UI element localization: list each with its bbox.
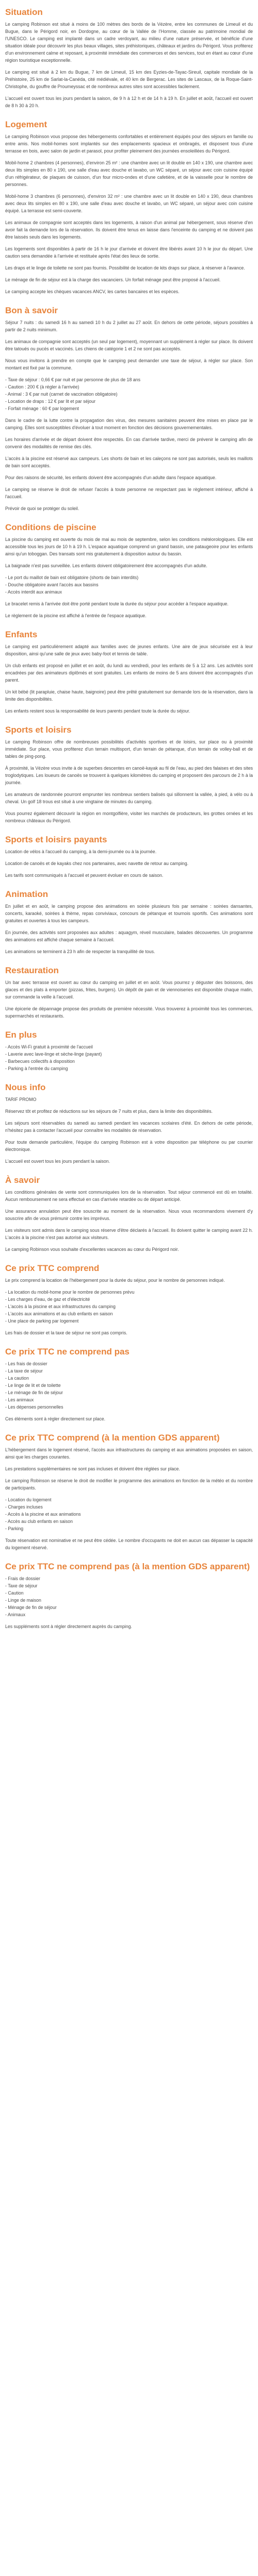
paragraph: Pour toute demande particulière, l'équipe du camping Robinson est à votre disposition par téléphone ou par courrier électronique. (5, 1140, 253, 1152)
section-title: Ce prix TTC comprend (5, 1263, 100, 1273)
section-title: Sports et loisirs payants (5, 835, 107, 844)
section-a-savoir-conditions (5, 1175, 253, 1253)
paragraph: Mobil-home 2 chambres (4 personnes), d'environ 25 m² : une chambre avec un lit double en 140 x 190, une chambre avec deux lits simples en 80 x 190, une salle d'eau avec douche et lavabo, un WC séparé, un séjour avec coin cuisine équipé d'un réfrigérateur, de plaques de cuisson, d'un four micro-ondes et d'une cafetière, et de la vaisselle pour le nombre de personnes. (5, 160, 253, 187)
paragraph: Une épicerie de dépannage propose des produits de première nécessité. Vous trouverez à proximité tous les commerces, supermarchés et restaurants. (5, 1006, 253, 1019)
list-item: - Barbecues collectifs à disposition (5, 1059, 75, 1064)
paragraph: Location de canoës et de kayaks chez nos partenaires, avec navette de retour au camping. (5, 861, 189, 866)
section-prix-ne-comprend-pas (5, 1347, 253, 1422)
paragraph: Un kit bébé (lit parapluie, chaise haute, baignoire) peut être prêté gratuitement sur demande lors de la réservation, dans la limite des disponibilités. (5, 689, 253, 702)
list-item: - Frais de dossier (5, 1576, 40, 1581)
paragraph: TARIF PROMO (5, 1097, 37, 1102)
section-nous-info (5, 1082, 253, 1165)
paragraph: Les horaires d'arrivée et de départ doivent être respectés. En cas d'arrivée tardive, merci de prévenir le camping afin de convenir des modalités de remise des clés. (5, 437, 253, 449)
paragraph: Le bracelet remis à l'arrivée doit être porté pendant toute la durée du séjour pour accéder à l'espace aquatique. (5, 601, 229, 606)
list-item: - La location du mobil-home pour le nombre de personnes prévu (5, 1290, 135, 1295)
paragraph: En juillet et en août, le camping propose des animations en soirée plusieurs fois par semaine : soirées dansantes, concerts, karaoké, soirées à thème, repas conviviaux, concours de pétanque et tournois sportifs. Ces animations sont gratuites et ouvertes à tous les campeurs. (5, 904, 253, 923)
bullet-list (5, 1043, 253, 1072)
section-sports-loisirs (5, 725, 253, 824)
list-item: - Les charges d'eau, de gaz et d'électricité (5, 1297, 90, 1302)
paragraph: En journée, des activités sont proposées aux adultes : aquagym, réveil musculaire, balades découvertes. Un programme des animations est affiché chaque semaine à l'accueil. (5, 930, 253, 942)
paragraph: Réservez tôt et profitez de réductions sur les séjours de 7 nuits et plus, dans la limite des disponibilités. (5, 1109, 213, 1114)
list-item: - L'accès à la piscine et aux infrastructures du camping (5, 1304, 116, 1309)
list-item: - Caution (5, 1590, 24, 1596)
section-title: Restauration (5, 965, 59, 975)
paragraph: Vous pourrez également découvrir la région en montgolfière, visiter les marchés de producteurs, les grottes ornées et les nombreux châteaux du Périgord. (5, 811, 253, 823)
list-item: - Douche obligatoire avant l'accès aux bassins (5, 582, 99, 587)
list-item: - Une place de parking par logement (5, 1318, 79, 1324)
section-title: Logement (5, 120, 47, 129)
paragraph: Les visiteurs sont admis dans le camping sous réserve d'être déclarés à l'accueil. Ils doivent quitter le camping avant 22 h. L'accès à la piscine n'est pas autorisé aux visiteurs. (5, 1228, 253, 1240)
list-item: - Accès au club enfants en saison (5, 1519, 73, 1524)
bullet-list (5, 1496, 253, 1532)
paragraph: Le camping est particulièrement adapté aux familles avec de jeunes enfants. Une aire de jeux sécurisée est à leur disposition, ainsi qu'une salle de jeux avec baby-foot et tennis de table. (5, 644, 253, 656)
list-item: - Accès Wi-Fi gratuit à proximité de l'accueil (5, 1044, 93, 1049)
section-title: Ce prix TTC comprend (à la mention GDS apparent) (5, 1433, 220, 1443)
paragraph: Le prix comprend la location de l'hébergement pour la durée du séjour, pour le nombre de personnes indiqué. (5, 1278, 225, 1283)
paragraph: Le camping Robinson offre de nombreuses possibilités d'activités sportives et de loisirs, sur place ou à proximité immédiate. Sur place, vous profiterez d'un terrain multisport, d'un terrain de pétanque, d'un terrain de volley-ball et de tables de ping-pong. (5, 739, 253, 759)
section-title: Nous info (5, 1082, 46, 1092)
section-situation (5, 7, 253, 109)
paragraph: Le règlement de la piscine est affiché à l'entrée de l'espace aquatique. (5, 613, 147, 618)
list-item: - Animal : 3 € par nuit (carnet de vaccination obligatoire) (5, 392, 118, 397)
bullet-list (5, 574, 253, 596)
paragraph: Le camping Robinson est situé à moins de 100 mètres des bords de la Vézère, entre les communes de Limeuil et du Bugue, dans le Périgord noir, en Dordogne, au cœur de la Vallée de l'Homme, classée au patrimoine mondial de l'UNESCO. Le camping est implanté dans un cadre verdoyant, au milieu d'une nature préservée, et bénéficie d'une situation idéale pour découvrir les plus beaux villages, sites préhistoriques, châteaux et jardins du Périgord. Vous profiterez d'un environnement calme et reposant, à proximité immédiate des commerces et des services, tout en étant au cœur d'une région touristique exceptionnelle. (5, 22, 253, 63)
list-item: - Accès interdit aux animaux (5, 589, 62, 595)
paragraph: Toute réservation est nominative et ne peut être cédée. Le nombre d'occupants ne doit en aucun cas dépasser la capacité du logement réservé. (5, 1538, 253, 1550)
section-prix-comprend (5, 1263, 253, 1336)
section-enfants (5, 630, 253, 715)
paragraph: La piscine du camping est ouverte du mois de mai au mois de septembre, selon les conditions météorologiques. Elle est accessible tous les jours de 10 h à 19 h. L'espace aquatique comprend un grand bassin, une pataugeoire pour les enfants ainsi qu'un toboggan. Des transats sont mis gratuitement à disposition autour du bassin. (5, 537, 253, 556)
paragraph: Les animations se terminent à 23 h afin de respecter la tranquillité de tous. (5, 949, 155, 954)
section-prix-comprend-animation (5, 1433, 253, 1551)
list-item: - Linge de maison (5, 1598, 41, 1603)
section-title: Enfants (5, 630, 38, 639)
paragraph: Les séjours sont réservables du samedi au samedi pendant les vacances scolaires d'été. En dehors de cette période, n'hésitez pas à contacter l'accueil pour connaître les modalités de réservation. (5, 1121, 253, 1133)
list-item: - Location du logement (5, 1497, 52, 1502)
list-item: - Forfait ménage : 60 € par logement (5, 406, 79, 411)
section-title: Animation (5, 889, 49, 899)
document (0, 7, 258, 1630)
list-item: - L'accès aux animations et au club enfants en saison (5, 1311, 113, 1316)
paragraph: Le camping se réserve le droit de refuser l'accès à toute personne ne respectant pas le règlement intérieur, affiché à l'accueil. (5, 487, 253, 499)
section-restauration (5, 965, 253, 1020)
section-title: Situation (5, 7, 43, 17)
paragraph: Les tarifs sont communiqués à l'accueil et peuvent évoluer en cours de saison. (5, 873, 164, 878)
bullet-list (5, 1289, 253, 1325)
list-item: - Accès à la piscine et aux animations (5, 1512, 81, 1517)
list-item: - Les animaux (5, 1397, 34, 1402)
paragraph: Les frais de dossier et la taxe de séjour ne sont pas compris. (5, 1330, 127, 1335)
section-sports-loisirs-payants (5, 835, 253, 879)
list-item: - Laverie avec lave-linge et sèche-linge (payant) (5, 1052, 102, 1057)
paragraph: Les logements sont disponibles à partir de 16 h le jour d'arrivée et doivent être libérés avant 10 h le jour du départ. Une caution sera demandée à l'arrivée et restituée après l'état des lieux de sortie. (5, 246, 253, 259)
paragraph: Dans le cadre de la lutte contre la propagation des virus, des mesures sanitaires peuvent être mises en place par le camping. Elles sont susceptibles d'évoluer à tout moment en fonction des décisions gouvernementales. (5, 418, 253, 430)
section-title: Ce prix TTC ne comprend pas (à la mention GDS apparent) (5, 1562, 250, 1571)
section-title: Conditions de piscine (5, 522, 96, 532)
paragraph: Location de vélos à l'accueil du camping, à la demi-journée ou à la journée. (5, 849, 157, 854)
paragraph: L'accueil est ouvert tous les jours pendant la saison, de 9 h à 12 h et de 14 h à 19 h. En juillet et août, l'accueil est ouvert de 8 h 30 à 20 h. (5, 96, 253, 108)
paragraph: L'hébergement dans le logement réservé, l'accès aux infrastructures du camping et aux animations proposées en saison, ainsi que les charges courantes. (5, 1447, 253, 1460)
paragraph: Le ménage de fin de séjour est à la charge des vacanciers. Un forfait ménage peut être proposé à l'accueil. (5, 277, 221, 282)
paragraph: Le camping Robinson se réserve le droit de modifier le programme des animations en fonction de la météo et du nombre de participants. (5, 1478, 253, 1490)
section-prix-ne-comprend-pas-gds (5, 1562, 253, 1630)
paragraph: Les enfants restent sous la responsabilité de leurs parents pendant toute la durée du séjour. (5, 708, 190, 714)
paragraph: Les animaux de compagnie sont acceptés dans les logements, à raison d'un animal par hébergement, sous réserve d'en avoir fait la demande lors de la réservation. Ils doivent être tenus en laisse dans l'enceinte du camping et ne doivent pas être laissés seuls dans les logements. (5, 220, 253, 240)
paragraph: Prévoir de quoi se protéger du soleil. (5, 506, 79, 511)
section-logement (5, 120, 253, 295)
paragraph: Ces éléments sont à régler directement sur place. (5, 1416, 106, 1421)
paragraph: Pour des raisons de sécurité, les enfants doivent être accompagnés d'un adulte dans l'espace aquatique. (5, 475, 217, 480)
paragraph: L'accès à la piscine est réservé aux campeurs. Les shorts de bain et les caleçons ne sont pas autorisés, seuls les maillots de bain sont acceptés. (5, 456, 253, 468)
list-item: - Les dépenses personnelles (5, 1404, 63, 1410)
paragraph: Les draps et le linge de toilette ne sont pas fournis. Possibilité de location de kits draps sur place, à réserver à l'avance. (5, 265, 245, 270)
list-item: - Le linge de lit et de toilette (5, 1383, 61, 1388)
section-animation (5, 889, 253, 955)
list-item: - Le port du maillot de bain est obligatoire (shorts de bain interdits) (5, 575, 139, 580)
section-conditions-piscine (5, 522, 253, 619)
paragraph: Le camping Robinson vous propose des hébergements confortables et entièrement équipés pour des séjours en famille ou entre amis. Nos mobil-homes sont implantés sur des emplacements spacieux et ombragés, et disposent tous d'une terrasse en bois, avec salon de jardin et parasol, pour profiter pleinement des journées ensoleillées du Périgord. (5, 134, 253, 154)
section-title: Ce prix TTC ne comprend pas (5, 1347, 130, 1357)
list-item: - Charges incluses (5, 1504, 43, 1510)
paragraph: Séjour 7 nuits : du samedi 16 h au samedi 10 h du 2 juillet au 27 août. En dehors de cette période, séjours possibles à partir de 2 nuits minimum. (5, 320, 253, 332)
paragraph: La baignade n'est pas surveillée. Les enfants doivent obligatoirement être accompagnés d'un adulte. (5, 563, 207, 568)
paragraph: Une assurance annulation peut être souscrite au moment de la réservation. Nous vous recommandons vivement d'y souscrire afin de vous prémunir contre les imprévus. (5, 1209, 253, 1221)
bullet-list (5, 376, 253, 412)
paragraph: Les suppléments sont à régler directement auprès du camping. (5, 1624, 132, 1629)
list-item: - Parking à l'entrée du camping (5, 1066, 68, 1071)
paragraph: Nous vous invitons à prendre en compte que le camping peut demander une taxe de séjour, à régler sur place. Son montant est fixé par la commune. (5, 358, 253, 370)
paragraph: Le camping accepte les chèques vacances ANCV, les cartes bancaires et les espèces. (5, 289, 180, 294)
paragraph: Le camping est situé à 2 km du Bugue, 7 km de Limeuil, 15 km des Eyzies-de-Tayac-Sireuil, capitale mondiale de la Préhistoire, 25 km de Sarlat-la-Canéda, cité médiévale, et 40 km de Bergerac. Les sites de Lascaux, de la Roque-Saint-Christophe, du gouffre de Proumeyssac et de nombreux autres sites sont accessibles facilement. (5, 70, 253, 89)
list-item: - Les frais de dossier (5, 1361, 47, 1366)
paragraph: Les animaux de compagnie sont acceptés (un seul par logement), moyennant un supplément à régler sur place. Ils doivent être tatoués ou pucés et vaccinés. Les chiens de catégorie 1 et 2 ne sont pas acceptés. (5, 339, 253, 351)
paragraph: Un bar avec terrasse est ouvert au cœur du camping en juillet et en août. Vous pourrez y déguster des boissons, des glaces et des plats à emporter (pizzas, frites, burgers). Un dépôt de pain et de viennoiseries est disponible chaque matin, sur commande la veille à l'accueil. (5, 980, 253, 999)
paragraph: Les prestations supplémentaires ne sont pas incluses et doivent être réglées sur place. (5, 1466, 180, 1471)
list-item: - Caution : 200 € (à régler à l'arrivée) (5, 384, 79, 389)
section-bon-a-savoir (5, 306, 253, 512)
paragraph: Le camping Robinson vous souhaite d'excellentes vacances au cœur du Périgord noir. (5, 1247, 179, 1252)
paragraph: L'accueil est ouvert tous les jours pendant la saison. (5, 1159, 110, 1164)
section-title: Sports et loisirs (5, 725, 72, 735)
paragraph: Les conditions générales de vente sont communiquées lors de la réservation. Tout séjour commencé est dû en totalité. Aucun remboursement ne sera effectué en cas d'arrivée retardée ou de départ anticipé. (5, 1190, 253, 1202)
paragraph: Un club enfants est proposé en juillet et en août, du lundi au vendredi, pour les enfants de 5 à 12 ans. Les activités sont encadrées par des animateurs diplômés et sont gratuites. Les enfants de moins de 5 ans doivent être accompagnés d'un parent. (5, 663, 253, 683)
list-item: - La taxe de séjour (5, 1368, 43, 1374)
paragraph: Mobil-home 3 chambres (6 personnes), d'environ 32 m² : une chambre avec un lit double en 140 x 190, deux chambres avec deux lits simples en 80 x 190, une salle d'eau avec douche et lavabo, un WC séparé, un séjour avec coin cuisine équipé. La terrasse est semi-couverte. (5, 194, 253, 213)
section-title: En plus (5, 1030, 37, 1040)
section-title: Bon à savoir (5, 306, 58, 315)
paragraph: À proximité, la Vézère vous invite à de superbes descentes en canoë-kayak au fil de l'eau, au pied des falaises et des sites troglodytiques. Les loueurs de canoës se trouvent à quelques kilomètres du camping et proposent des parcours de 2 h à la journée. (5, 766, 253, 785)
list-item: - Parking (5, 1526, 24, 1531)
section-en-plus (5, 1030, 253, 1072)
list-item: - Animaux (5, 1612, 26, 1617)
list-item: - Location de draps : 12 € par lit et par séjour (5, 399, 96, 404)
list-item: - Ménage de fin de séjour (5, 1605, 57, 1610)
section-title: À savoir (5, 1175, 40, 1185)
paragraph: Les amateurs de randonnée pourront emprunter les nombreux sentiers balisés qui sillonnent la vallée, à pied, à vélo ou à cheval. Un golf 18 trous est situé à une vingtaine de minutes du camping. (5, 792, 253, 804)
list-item: - Le ménage de fin de séjour (5, 1390, 63, 1395)
list-item: - La caution (5, 1376, 29, 1381)
bullet-list (5, 1575, 253, 1618)
list-item: - Taxe de séjour (5, 1583, 38, 1588)
bullet-list (5, 1360, 253, 1411)
list-item: - Taxe de séjour : 0,66 € par nuit et par personne de plus de 18 ans (5, 377, 140, 382)
